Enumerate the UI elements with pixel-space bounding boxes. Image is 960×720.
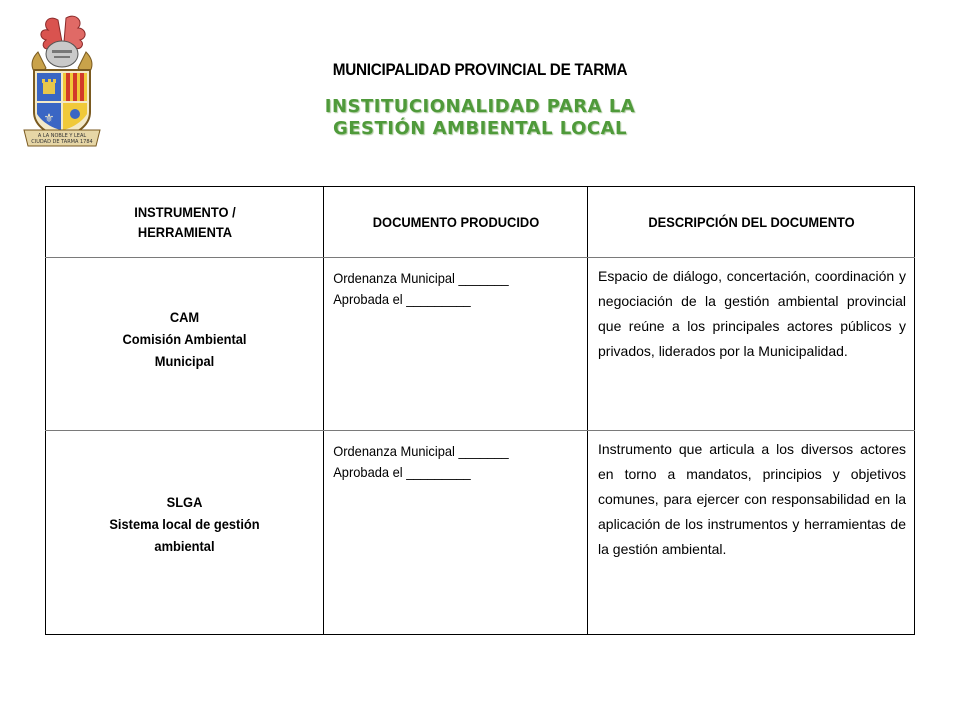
institutional-table [45, 186, 915, 635]
document-approval: Aprobada el _________ [333, 464, 471, 480]
description-cell [588, 258, 915, 431]
instrument-cell [46, 258, 324, 431]
document-approval: Aprobada el _________ [333, 291, 471, 307]
instrument-name-line-1: Comisión Ambiental [122, 331, 247, 347]
municipal-crest-icon [18, 12, 106, 154]
description-cell [588, 431, 915, 635]
svg-text:⚜: ⚜ [43, 111, 55, 125]
instrument-acronym: SLGA [166, 494, 203, 510]
title-line-1: INSTITUCIONALIDAD PARA LA [324, 96, 636, 117]
instrument-name-line-2: Municipal [154, 353, 215, 369]
document-ordinance: Ordenanza Municipal _______ [333, 270, 509, 286]
instrument-name-line-2: ambiental [154, 538, 215, 554]
svg-text:CIUDAD DE TARMA 1784: CIUDAD DE TARMA 1784 [31, 139, 93, 145]
document-description: Instrumento que articula a los diversos actores en torno a mandatos, principios y objetivos comunes, para ejercer con responsabilidad en la aplicación de los instrumentos y herramientas de la gestión ambiental. [598, 441, 906, 557]
column-header-instrument-line-1: INSTRUMENTO / [133, 204, 236, 220]
svg-text:A LA NOBLE Y LEAL: A LA NOBLE Y LEAL [37, 133, 87, 139]
table-header-row [46, 187, 915, 258]
column-header-instrument-line-2: HERRAMIENTA [137, 224, 232, 240]
document-cell [324, 431, 588, 635]
document-ordinance: Ordenanza Municipal _______ [333, 443, 509, 459]
column-header-instrument [57, 187, 313, 258]
instrument-cell [46, 431, 324, 635]
column-header-document: DOCUMENTO PRODUCIDO [334, 187, 577, 258]
table-row [46, 431, 915, 635]
organization-name: MUNICIPALIDAD PROVINCIAL DE TARMA [332, 60, 628, 79]
instrument-name-line-1: Sistema local de gestión [109, 516, 260, 532]
table-row [46, 258, 915, 431]
page-title [230, 96, 730, 140]
document-description: Espacio de diálogo, concertación, coordinación y negociación de la gestión ambiental provincial que reúne a los principales actores públicos y privados, liderados por la Municipalidad. [598, 268, 906, 359]
title-line-2: GESTIÓN AMBIENTAL LOCAL [332, 118, 628, 139]
document-cell [324, 258, 588, 431]
column-header-description: DESCRIPCIÓN DEL DOCUMENTO [601, 187, 902, 258]
instrument-acronym: CAM [169, 309, 200, 325]
